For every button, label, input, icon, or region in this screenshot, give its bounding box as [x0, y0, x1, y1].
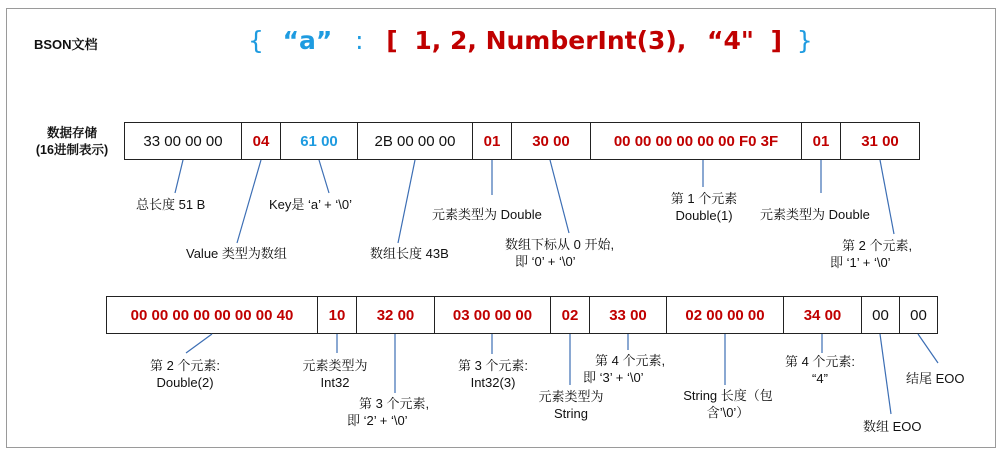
annotation-elem1-value-line2: Double(1) [675, 208, 733, 223]
hex-cell-doc-eoo: 00 [899, 296, 938, 334]
annotation-elem2-value-line1: 第 2 个元素: [149, 358, 221, 373]
hex-cell-elem1-value: 00 00 00 00 00 00 F0 3F [590, 122, 802, 160]
hex-cell-array-eoo: 00 [861, 296, 900, 334]
connector-key [319, 160, 329, 193]
hex-cell-value-type: 04 [241, 122, 281, 160]
annotation-string-length [668, 387, 788, 421]
annotation-elem3-value-line2: Int32(3) [470, 375, 516, 390]
annotation-string-length-line1: String 长度（包 [683, 388, 773, 403]
annotation-elem3-value-line1: 第 3 个元素: [457, 358, 529, 373]
json-open-bracket: [ [386, 26, 398, 55]
hex-cell-doc-length: 33 00 00 00 [124, 122, 242, 160]
connector-array-eoo [880, 334, 891, 414]
json-string-value: “4" [707, 26, 754, 55]
hex-cell-array-length: 2B 00 00 00 [357, 122, 473, 160]
annotation-elem1-type: 元素类型为 Double [432, 207, 542, 222]
annotation-elem1-value [648, 190, 760, 224]
annotation-elem4-type-line1: 元素类型为 [538, 389, 604, 404]
annotation-elem3-type-line1: 元素类型为 [302, 358, 368, 373]
annotation-elem4-value [770, 353, 870, 387]
json-key: “a” [282, 26, 333, 55]
hex-cell-elem2-type: 01 [801, 122, 841, 160]
json-colon: : [355, 26, 364, 55]
annotation-total-length: 总长度 51 B [136, 197, 206, 212]
hex-cell-elem3-type: 10 [317, 296, 357, 334]
annotation-key: Key是 ‘a’ + ‘\0’ [269, 197, 352, 212]
json-close-bracket: ] [770, 26, 783, 55]
annotation-elem3-index-line1: 第 3 个元素, [359, 396, 430, 411]
annotation-value-type: Value 类型为数组 [186, 246, 287, 261]
json-close-brace: } [796, 26, 813, 55]
annotation-elem4-value-line2: “4” [812, 371, 828, 386]
json-open-brace: { [248, 26, 264, 55]
annotation-string-length-line2: 含’\0’） [706, 405, 750, 420]
annotation-array-eoo: 数组 EOO [863, 419, 922, 434]
annotation-elem3-type-line2: Int32 [320, 375, 350, 390]
connector-value-type [237, 160, 261, 243]
hex-cell-elem3-value: 03 00 00 00 [434, 296, 551, 334]
connector-elem2-index [880, 160, 894, 234]
annotation-elem3-value [440, 357, 546, 391]
json-array-values: 1, 2, NumberInt(3), [414, 26, 687, 55]
hex-cell-key-name: 61 00 [280, 122, 358, 160]
connector-total-length [175, 160, 183, 193]
hex-cell-elem4-value: 34 00 [783, 296, 862, 334]
annotation-elem4-index-line1: 第 4 个元素, [595, 353, 666, 368]
hex-cell-string-length: 02 00 00 00 [666, 296, 784, 334]
hex-cell-elem1-type: 01 [472, 122, 512, 160]
annotation-elem4-value-line1: 第 4 个元素: [784, 354, 856, 369]
connector-array-length [398, 160, 415, 243]
annotation-doc-eoo: 结尾 EOO [906, 371, 965, 386]
annotation-elem1-value-line1: 第 1 个元素 [670, 191, 738, 206]
annotation-elem2-index-line1: 第 2 个元素, [842, 238, 913, 253]
annotation-elem4-type-line2: String [554, 406, 588, 421]
hex-cell-elem4-type: 02 [550, 296, 590, 334]
connector-elem1-index [550, 160, 569, 233]
annotation-elem4-index-line2: 即 ‘3’ + ‘\0’ [583, 370, 644, 385]
annotation-elem3-type [290, 357, 380, 391]
annotation-elem3-index-line2: 即 ‘2’ + ‘\0’ [347, 413, 408, 428]
bson-document-label: BSON文档 [34, 37, 98, 52]
annotation-elem2-value [130, 357, 240, 391]
annotation-elem2-index-line2: 即 ‘1’ + ‘\0’ [830, 255, 891, 270]
storage-label-line1: 数据存储 [46, 126, 97, 140]
annotation-elem4-type [526, 388, 616, 422]
hex-cell-elem2-value: 00 00 00 00 00 00 00 40 [106, 296, 318, 334]
storage-label-line2: (16进制表示) [35, 143, 109, 157]
annotation-elem4-index [583, 352, 665, 386]
hex-cell-elem4-index: 33 00 [589, 296, 667, 334]
connector-elem2-value [186, 334, 212, 353]
connector-doc-eoo [918, 334, 938, 363]
annotation-elem1-index [505, 236, 614, 270]
annotation-elem2-type: 元素类型为 Double [760, 207, 870, 222]
annotation-elem1-index-line2: 即 ‘0’ + ‘\0’ [515, 254, 576, 269]
annotation-array-length: 数组长度 43B [370, 246, 449, 261]
annotation-elem1-index-line1: 数组下标从 0 开始, [505, 237, 615, 252]
hex-cell-elem3-index: 32 00 [356, 296, 435, 334]
hex-cell-elem2-index: 31 00 [840, 122, 920, 160]
annotation-elem3-index [347, 395, 429, 429]
annotation-elem2-index [830, 237, 912, 271]
hex-cell-elem1-index: 30 00 [511, 122, 591, 160]
annotation-elem2-value-line2: Double(2) [156, 375, 214, 390]
